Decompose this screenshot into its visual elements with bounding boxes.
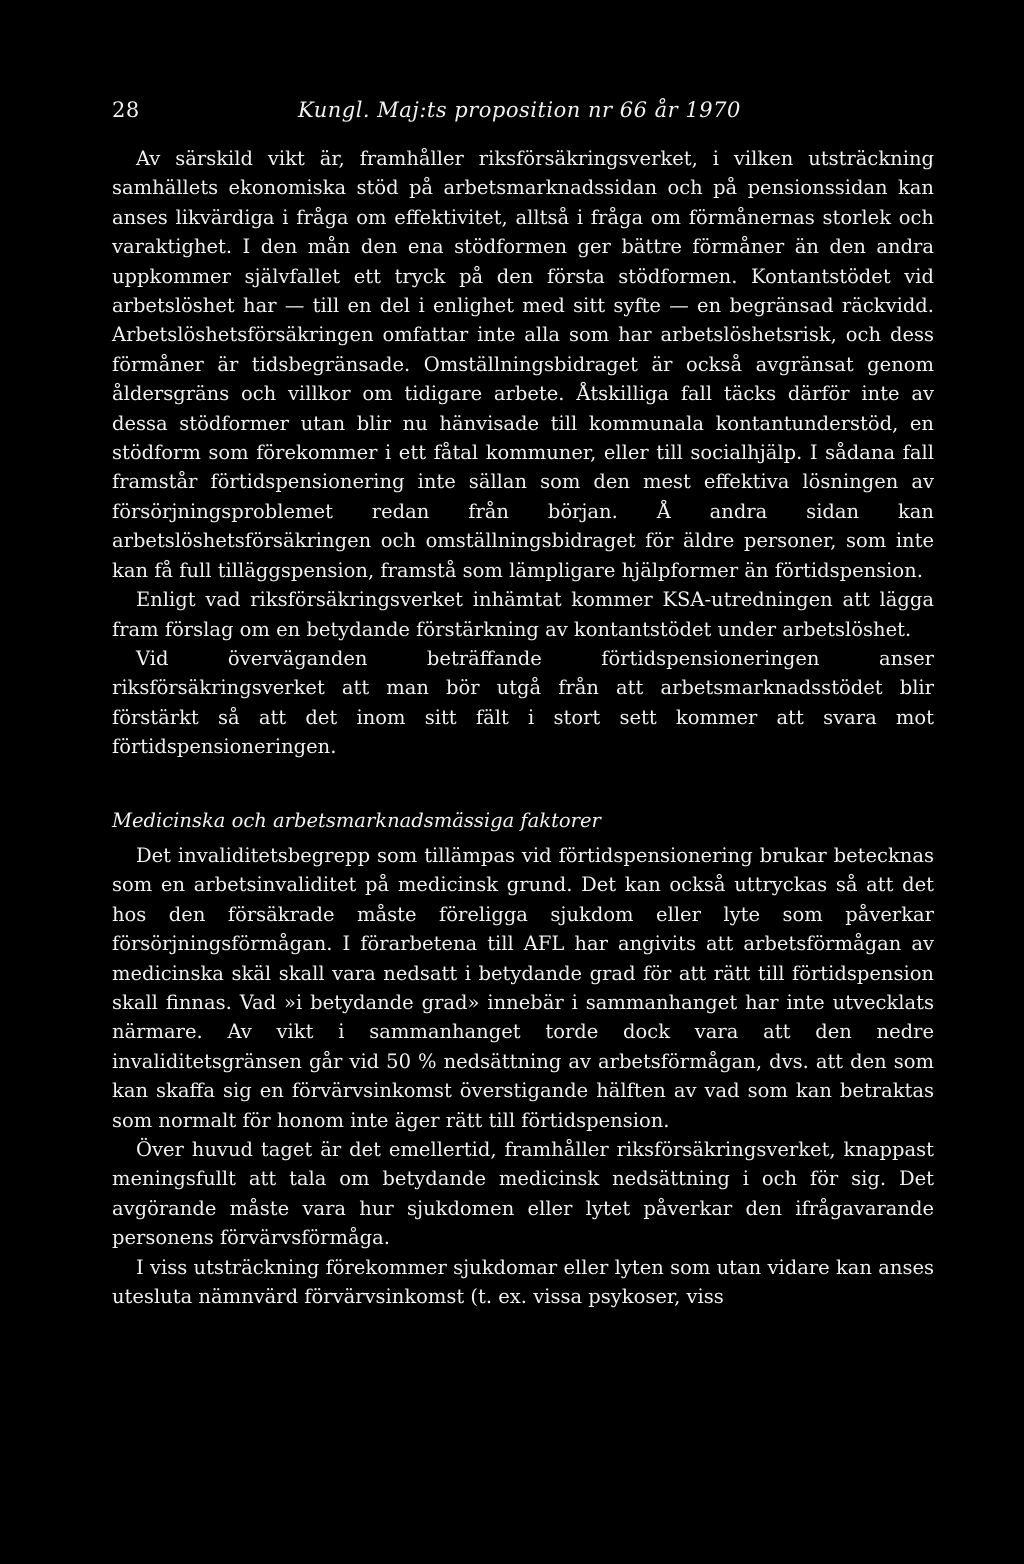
paragraph: Vid överväganden beträffande förtidspensioneringen anser riksförsäkringsverket att man bör utgå från att arbetsmarknadsstödet blir förstärkt så att det inom sitt fält i stort sett kommer att svara mot förtidspensioneringen. — [112, 646, 934, 759]
paragraph: I viss utsträckning förekommer sjukdomar eller lyten som utan vidare kan anses utesluta nämnvärd förvärvsinkomst (t. ex. vissa psykoser, viss — [112, 1255, 934, 1309]
paragraph: Det invaliditetsbegrepp som tillämpas vid förtidspensionering brukar betecknas som en arbetsinvaliditet på medicinsk grund. Det kan också uttryckas så att det hos den försäkrade måste föreligga sjukdom eller lyte som påverkar försörjningsförmågan. I förarbetena till AFL har angivits att arbetsförmågan av medicinska skäl skall vara nedsatt i betydande grad för att rätt till förtidspension skall finnas. Vad »i betydande grad» innebär i sammanhanget har inte utvecklats närmare. Av vikt i sammanhanget torde dock vara att den nedre invaliditetsgränsen går vid 50 % nedsättning av arbetsförmågan, dvs. att den som kan skaffa sig en förvärvsinkomst överstigande hälften av vad som kan betraktas som normalt för honom inte äger rätt till förtidspension. — [112, 843, 934, 1132]
paragraph: Av särskild vikt är, framhåller riksförsäkringsverket, i vilken utsträckning samhällets ekonomiska stöd på arbetsmarknadssidan och på pensionssidan kan anses likvärdiga i fråga om effektivitet, alltså i fråga om förmånernas storlek och varaktighet. I den mån den ena stödformen ger bättre förmåner än den andra uppkommer självfallet ett tryck på den första stödformen. Kontantstödet vid arbetslöshet har — till en del i enlighet med sitt syfte — en begränsad räckvidd. Arbetslöshetsförsäkringen omfattar inte alla som har arbetslöshetsrisk, och dess förmåner är tidsbegränsade. Omställningsbidraget är också avgränsat genom åldersgräns och villkor om tidigare arbete. Åtskilliga fall täcks därför inte av dessa stödformer utan blir nu hänvisade till kommunala kontantunderstöd, en stödform som förekommer i ett fåtal kommuner, eller till socialhjälp. I sådana fall framstår förtidspensionering inte sällan som den mest effektiva lösningen av försörjningsproblemet redan från början. Å andra sidan kan arbetslöshetsförsäkringen och omställningsbidraget för äldre personer, som inte kan få full tilläggspension, framstå som lämpligare hjälpformer än förtidspension. — [112, 147, 934, 582]
body-text — [112, 144, 934, 1311]
page-header — [112, 98, 932, 128]
running-title: Kungl. Maj:ts proposition nr 66 år 1970 — [298, 98, 741, 122]
page-number: 28 — [112, 98, 140, 122]
section-heading: Medicinska och arbetsmarknadsmässiga faktorer — [112, 808, 601, 832]
paragraph: Över huvud taget är det emellertid, framhåller riksförsäkringsverket, knappast meningsfullt att tala om betydande medicinsk nedsättning i och för sig. Det avgörande måste vara hur sjukdomen eller lytet påverkar den ifrågavarande personens förvärvsförmåga. — [112, 1138, 934, 1250]
paragraph: Enligt vad riksförsäkringsverket inhämtat kommer KSA-utredningen att lägga fram förslag om en betydande förstärkning av kontantstödet under arbetslöshet. — [112, 588, 934, 641]
